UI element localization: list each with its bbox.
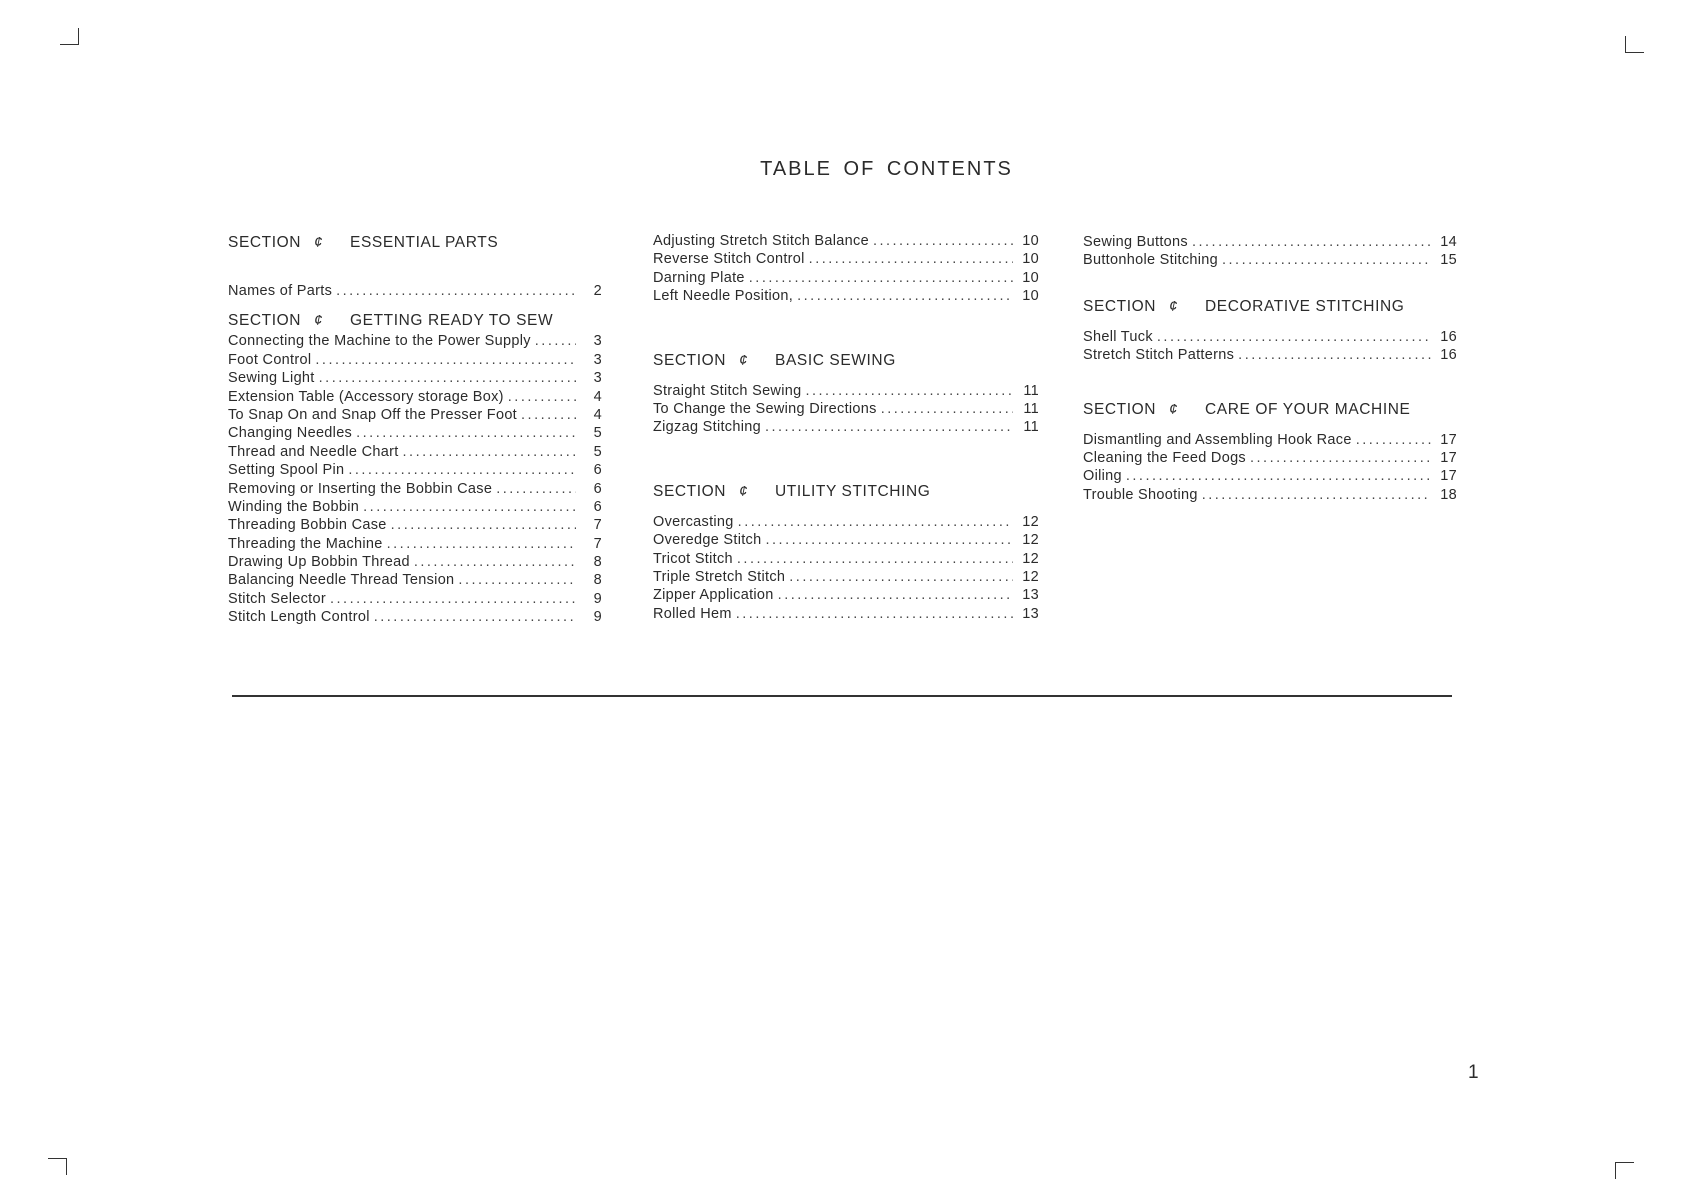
- toc-entry: [653, 531, 1039, 549]
- page-title: TABLE OF CONTENTS: [760, 158, 1013, 180]
- toc-entry-title: Tricot Stitch: [653, 550, 733, 567]
- section-symbol: ¢: [314, 234, 323, 251]
- toc-column-3: [1083, 233, 1457, 504]
- dot-leader: [873, 232, 1013, 250]
- section-symbol: ¢: [1169, 297, 1178, 315]
- toc-entry-title: Connecting the Machine to the Power Supply: [228, 333, 531, 350]
- dot-leader: [508, 388, 576, 406]
- toc-entry-page: 5: [593, 443, 602, 460]
- toc-entry-page: 18: [1440, 486, 1457, 503]
- toc-entry-page: 10: [1022, 233, 1039, 249]
- toc-entry-title: Triple Stretch Stitch: [653, 568, 786, 585]
- toc-entry-page: 11: [1023, 400, 1039, 417]
- toc-entry: [1083, 467, 1457, 485]
- toc-entry-title: To Snap On and Snap Off the Presser Foot: [228, 406, 518, 423]
- toc-entry-title: Reverse Stitch Control: [653, 251, 805, 268]
- dot-leader: [1126, 467, 1431, 485]
- toc-entry-title: Foot Control: [228, 351, 312, 368]
- toc-entry-page: 3: [593, 351, 602, 368]
- toc-entry-title: Straight Stitch Sewing: [653, 382, 802, 399]
- section-heading: [228, 310, 602, 332]
- toc-entry-title: Winding the Bobbin: [228, 498, 360, 515]
- dot-leader: [738, 513, 1013, 531]
- toc-entry-page: 16: [1440, 347, 1457, 364]
- toc-entry-page: 3: [593, 370, 602, 387]
- toc-entry-title: Left Needle Position,: [653, 288, 794, 305]
- toc-entry: [228, 571, 602, 589]
- crop-mark-top-right: [1625, 36, 1644, 53]
- dot-leader: [805, 382, 1013, 400]
- toc-entry-page: 12: [1022, 513, 1039, 530]
- toc-entry-page: 16: [1440, 328, 1457, 345]
- toc-entry: [1083, 346, 1457, 364]
- toc-entry-page: 2: [593, 283, 602, 299]
- toc-entry-page: 6: [593, 480, 602, 497]
- toc-entry: [228, 443, 602, 461]
- toc-entry-title: Zipper Application: [653, 587, 774, 604]
- section-name: ESSENTIAL PARTS: [350, 234, 499, 251]
- toc-entry-page: 12: [1022, 550, 1039, 567]
- toc-entry-page: 10: [1022, 269, 1039, 286]
- toc-entry: [228, 461, 602, 479]
- toc-entry: [653, 250, 1039, 268]
- toc-entry: [228, 351, 602, 369]
- toc-entry: [1083, 328, 1457, 346]
- dot-leader: [1192, 233, 1431, 251]
- dot-leader: [387, 535, 576, 553]
- toc-entry-title: Buttonhole Stitching: [1083, 252, 1218, 269]
- toc-entry-title: Overcasting: [653, 513, 734, 530]
- horizontal-rule: [232, 695, 1452, 697]
- toc-entry-title: Drawing Up Bobbin Thread: [228, 554, 410, 571]
- toc-entry-page: 9: [593, 590, 602, 607]
- section-label: SECTION: [228, 312, 302, 330]
- toc-entry: [228, 608, 602, 626]
- page-number: 1: [1468, 1062, 1479, 1083]
- toc-entry-page: 13: [1022, 587, 1039, 604]
- toc-entry: [1083, 431, 1457, 449]
- toc-entry: [1083, 449, 1457, 467]
- toc-entry-title: Threading Bobbin Case: [228, 517, 387, 534]
- dot-leader: [1157, 328, 1431, 346]
- dot-leader: [315, 351, 576, 369]
- toc-entry-page: 7: [593, 535, 602, 552]
- dot-leader: [336, 282, 576, 300]
- section-label: SECTION: [653, 482, 727, 500]
- toc-entry-title: Shell Tuck: [1083, 328, 1153, 345]
- toc-entry-page: 10: [1022, 251, 1039, 268]
- dot-leader: [391, 516, 576, 534]
- dot-leader: [789, 568, 1013, 586]
- toc-entry-title: Changing Needles: [228, 425, 353, 442]
- section-name: DECORATIVE STITCHING: [1205, 297, 1405, 315]
- dot-leader: [521, 406, 576, 424]
- toc-entry-page: 14: [1440, 234, 1457, 250]
- dot-leader: [765, 531, 1013, 549]
- toc-entry-title: Dismantling and Assembling Hook Race: [1083, 431, 1352, 448]
- section-heading: [228, 232, 602, 254]
- toc-entry-page: 8: [593, 572, 602, 589]
- dot-leader: [374, 608, 576, 626]
- crop-mark-top-left: [60, 28, 79, 45]
- toc-entry-page: 17: [1440, 431, 1457, 448]
- dot-leader: [736, 605, 1013, 623]
- dot-leader: [1356, 431, 1431, 449]
- section-name: CARE OF YOUR MACHINE: [1205, 400, 1411, 418]
- toc-entry: [653, 269, 1039, 287]
- toc-entry: [653, 605, 1039, 623]
- toc-entry-title: Zigzag Stitching: [653, 419, 761, 436]
- toc-entry: [228, 535, 602, 553]
- toc-entry: [1083, 486, 1457, 504]
- dot-leader: [797, 287, 1013, 305]
- toc-entry: [653, 568, 1039, 586]
- section-heading: [1083, 296, 1457, 318]
- toc-entry-title: Stretch Stitch Patterns: [1083, 347, 1235, 364]
- toc-entry-title: Thread and Needle Chart: [228, 443, 399, 460]
- toc-entry-title: Adjusting Stretch Stitch Balance: [653, 233, 869, 249]
- toc-entry: [653, 382, 1039, 400]
- crop-mark-bottom-left: [48, 1158, 67, 1175]
- toc-column-1: [228, 232, 602, 627]
- toc-entry: [653, 586, 1039, 604]
- section-name: UTILITY STITCHING: [775, 482, 931, 500]
- toc-entry-title: Stitch Selector: [228, 590, 326, 607]
- section-label: SECTION: [1083, 400, 1157, 418]
- dot-leader: [737, 550, 1013, 568]
- dot-leader: [778, 586, 1013, 604]
- dot-leader: [1250, 449, 1431, 467]
- toc-entry: [228, 388, 602, 406]
- dot-leader: [496, 480, 576, 498]
- dot-leader: [363, 498, 576, 516]
- section-label: SECTION: [653, 351, 727, 369]
- toc-entry-title: Oiling: [1083, 468, 1122, 485]
- toc-entry-page: 15: [1440, 252, 1457, 269]
- toc-entry-title: Stitch Length Control: [228, 609, 370, 626]
- section-heading: [653, 481, 1039, 503]
- dot-leader: [1238, 346, 1431, 364]
- section-symbol: ¢: [739, 351, 748, 369]
- toc-entry-page: 4: [593, 388, 602, 405]
- section-heading: [653, 350, 1039, 372]
- toc-entry-title: Sewing Light: [228, 370, 315, 387]
- dot-leader: [1222, 251, 1431, 269]
- section-name: BASIC SEWING: [775, 351, 896, 369]
- dot-leader: [809, 250, 1013, 268]
- section-label: SECTION: [1083, 297, 1157, 315]
- toc-entry: [228, 480, 602, 498]
- toc-entry: [653, 513, 1039, 531]
- toc-entry: [228, 332, 602, 350]
- toc-entry-title: To Change the Sewing Directions: [653, 400, 877, 417]
- section-symbol: ¢: [1169, 400, 1178, 418]
- dot-leader: [535, 332, 576, 350]
- toc-entry-page: 17: [1440, 468, 1457, 485]
- toc-entry-title: Removing or Inserting the Bobbin Case: [228, 480, 493, 497]
- dot-leader: [414, 553, 576, 571]
- toc-column-2: [653, 232, 1039, 623]
- dot-leader: [765, 418, 1013, 436]
- dot-leader: [1202, 486, 1431, 504]
- toc-entry: [228, 553, 602, 571]
- dot-leader: [356, 424, 576, 442]
- section-symbol: ¢: [739, 482, 748, 500]
- toc-entry-page: 11: [1023, 382, 1039, 399]
- toc-entry-title: Sewing Buttons: [1083, 234, 1188, 250]
- toc-entry-title: Darning Plate: [653, 269, 745, 286]
- toc-entry-title: Extension Table (Accessory storage Box): [228, 388, 504, 405]
- toc-entry: [228, 282, 602, 300]
- toc-entry-page: 5: [593, 425, 602, 442]
- toc-entry: [1083, 233, 1457, 251]
- dot-leader: [458, 571, 576, 589]
- toc-entry: [228, 516, 602, 534]
- toc-entry-title: Rolled Hem: [653, 605, 732, 622]
- toc-entry: [1083, 251, 1457, 269]
- toc-entry-title: Setting Spool Pin: [228, 462, 345, 479]
- toc-entry-page: 8: [593, 554, 602, 571]
- toc-entry: [228, 498, 602, 516]
- toc-entry-page: 9: [593, 609, 602, 626]
- toc-entry: [228, 369, 602, 387]
- toc-entry-title: Threading the Machine: [228, 535, 383, 552]
- section-heading: [1083, 399, 1457, 421]
- toc-entry: [653, 550, 1039, 568]
- toc-entry-title: Trouble Shooting: [1083, 486, 1198, 503]
- dot-leader: [403, 443, 576, 461]
- dot-leader: [749, 269, 1013, 287]
- toc-entry-title: Balancing Needle Thread Tension: [228, 572, 455, 589]
- toc-entry: [653, 400, 1039, 418]
- toc-entry: [653, 287, 1039, 305]
- section-name: GETTING READY TO SEW: [350, 312, 554, 330]
- toc-entry-page: 13: [1022, 605, 1039, 622]
- toc-entry-page: 12: [1022, 532, 1039, 549]
- toc-entry-title: Overedge Stitch: [653, 532, 762, 549]
- toc-entry: [653, 418, 1039, 436]
- toc-entry-page: 7: [593, 517, 602, 534]
- dot-leader: [330, 590, 576, 608]
- dot-leader: [881, 400, 1013, 418]
- toc-entry-title: Names of Parts: [228, 283, 333, 299]
- section-symbol: ¢: [314, 312, 323, 330]
- toc-entry: [653, 232, 1039, 250]
- toc-entry-page: 6: [593, 498, 602, 515]
- toc-entry-page: 17: [1440, 449, 1457, 466]
- section-label: SECTION: [228, 234, 302, 251]
- toc-entry: [228, 406, 602, 424]
- toc-entry-page: 12: [1022, 568, 1039, 585]
- toc-entry-title: Cleaning the Feed Dogs: [1083, 449, 1246, 466]
- toc-entry: [228, 590, 602, 608]
- toc-entry-page: 10: [1022, 288, 1039, 305]
- toc-entry: [228, 424, 602, 442]
- dot-leader: [319, 369, 576, 387]
- toc-entry-page: 6: [593, 462, 602, 479]
- toc-entry-page: 11: [1023, 419, 1039, 436]
- toc-entry-page: 3: [593, 333, 602, 350]
- dot-leader: [348, 461, 576, 479]
- toc-entry-page: 4: [593, 406, 602, 423]
- crop-mark-bottom-right: [1615, 1162, 1634, 1179]
